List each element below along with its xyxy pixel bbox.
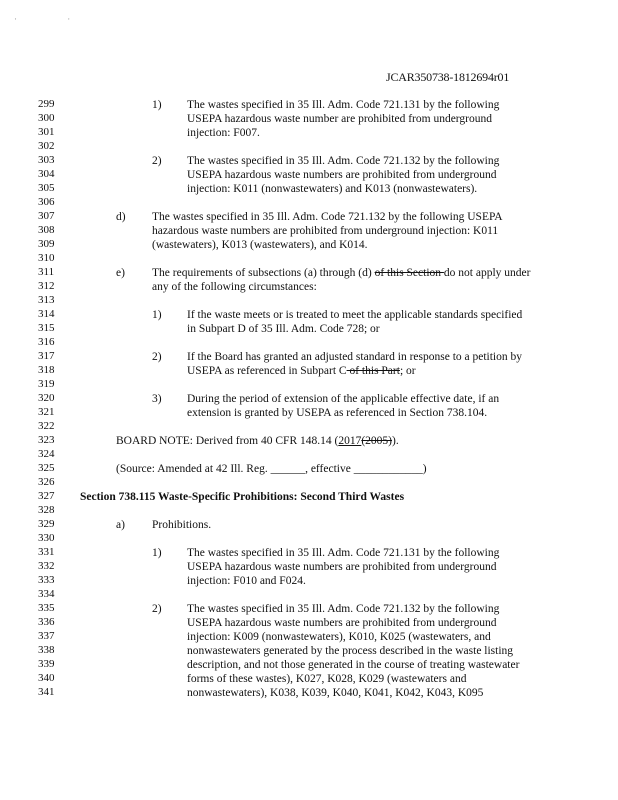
line-number: 324 xyxy=(38,448,55,460)
text-run: ). xyxy=(392,435,399,447)
line-number: 328 xyxy=(38,504,55,516)
text-line: During the period of extension of the applicable effective date, if an xyxy=(187,393,500,405)
deleted-text: of this Part xyxy=(346,365,400,377)
text-line: The wastes specified in 35 Ill. Adm. Code 721.132 by the following USEPA xyxy=(152,211,503,223)
text-line: extension is granted by USEPA as referenced in Section 738.104. xyxy=(187,407,488,419)
line-number: 325 xyxy=(38,462,55,474)
item-label: 1) xyxy=(152,547,162,559)
inserted-text: 2017 xyxy=(338,435,362,447)
board-note xyxy=(116,434,399,448)
line-number: 340 xyxy=(38,672,55,684)
text-line: The wastes specified in 35 Ill. Adm. Code 721.131 by the following xyxy=(187,547,500,559)
line-number: 332 xyxy=(38,560,55,572)
line-number: 302 xyxy=(38,140,55,152)
line-number: 303 xyxy=(38,154,55,166)
line-number: 327 xyxy=(38,490,55,502)
deleted-text: (2005) xyxy=(361,435,392,447)
line-number: 321 xyxy=(38,406,55,418)
text-line: If the Board has granted an adjusted standard in response to a petition by xyxy=(187,351,523,363)
line-number: 316 xyxy=(38,336,55,348)
line-number: 310 xyxy=(38,252,55,264)
line-number: 330 xyxy=(38,532,55,544)
text-line: The wastes specified in 35 Ill. Adm. Code 721.131 by the following xyxy=(187,99,500,111)
line-number: 301 xyxy=(38,126,55,138)
text-run: do not apply under xyxy=(443,267,531,279)
line-number: 300 xyxy=(38,112,55,124)
line-number: 309 xyxy=(38,238,55,250)
line-number: 331 xyxy=(38,546,55,558)
line-number: 323 xyxy=(38,434,55,446)
text-line: in Subpart D of 35 Ill. Adm. Code 728; or xyxy=(187,323,380,335)
text-line: nonwastewaters generated by the process described in the waste listing xyxy=(187,645,514,657)
text-line: description, and not those generated in the course of treating wastewater xyxy=(187,659,520,671)
text-line: injection: F007. xyxy=(187,127,260,139)
line-number: 304 xyxy=(38,168,55,180)
text-line: USEPA hazardous waste numbers are prohibited from underground xyxy=(187,169,497,181)
line-number: 299 xyxy=(38,98,55,110)
document-id: JCAR350738-1812694r01 xyxy=(386,70,510,84)
line-number: 305 xyxy=(38,182,55,194)
text-line: USEPA hazardous waste number are prohibited from underground xyxy=(187,113,493,125)
line-number: 326 xyxy=(38,476,55,488)
line-number: 306 xyxy=(38,196,55,208)
item-label: 1) xyxy=(152,99,162,111)
line-number: 320 xyxy=(38,392,55,404)
item-label: e) xyxy=(116,267,125,279)
text-line: The wastes specified in 35 Ill. Adm. Code 721.132 by the following xyxy=(187,603,500,615)
line-number: 319 xyxy=(38,378,55,390)
text-line: any of the following circumstances: xyxy=(152,281,317,293)
line-number: 315 xyxy=(38,322,55,334)
line-number: 314 xyxy=(38,308,55,320)
text-line: injection: F010 and F024. xyxy=(187,575,306,587)
text-line: The wastes specified in 35 Ill. Adm. Code 721.132 by the following xyxy=(187,155,500,167)
text-line: hazardous waste numbers are prohibited from underground injection: K011 xyxy=(152,225,499,237)
text-line: injection: K009 (nonwastewaters), K010, K025 (wastewaters, and xyxy=(187,631,491,643)
text-line: injection: K011 (nonwastewaters) and K013 (nonwastewaters). xyxy=(187,183,478,195)
item-label: 2) xyxy=(152,155,162,167)
text-line: nonwastewaters), K038, K039, K040, K041, K042, K043, K095 xyxy=(187,687,484,699)
text-run: BOARD NOTE: Derived from 40 CFR 148.14 ( xyxy=(116,435,339,447)
item-label: 1) xyxy=(152,309,162,321)
text-line xyxy=(187,364,416,378)
text-line: USEPA hazardous waste numbers are prohibited from underground xyxy=(187,617,497,629)
item-label: 2) xyxy=(152,603,162,615)
line-number: 307 xyxy=(38,210,55,222)
text-run: USEPA as referenced in Subpart C xyxy=(187,365,347,377)
deleted-text: of this Section xyxy=(374,267,444,279)
text-line: forms of these wastes), K027, K028, K029 (wastewaters and xyxy=(187,673,467,685)
item-label: 2) xyxy=(152,351,162,363)
line-number: 337 xyxy=(38,630,55,642)
line-number: 311 xyxy=(38,266,55,278)
scan-marks: · · xyxy=(14,14,95,24)
line-number: 338 xyxy=(38,644,55,656)
line-number: 329 xyxy=(38,518,55,530)
line-number: 322 xyxy=(38,420,55,432)
line-number: 312 xyxy=(38,280,55,292)
text-line: (wastewaters), K013 (wastewaters), and K014. xyxy=(152,239,368,251)
line-number: 313 xyxy=(38,294,55,306)
line-number: 318 xyxy=(38,364,55,376)
text-line: Prohibitions. xyxy=(152,519,212,531)
item-label: a) xyxy=(116,519,125,531)
source-note: (Source: Amended at 42 Ill. Reg. ______, effective ____________) xyxy=(116,463,427,475)
line-number: 308 xyxy=(38,224,55,236)
item-label: d) xyxy=(116,211,126,223)
line-number: 335 xyxy=(38,602,55,614)
line-number: 317 xyxy=(38,350,55,362)
section-heading: Section 738.115 Waste-Specific Prohibitions: Second Third Wastes xyxy=(80,491,405,503)
line-number: 336 xyxy=(38,616,55,628)
text-run: The requirements of subsections (a) through (d) xyxy=(152,267,375,279)
line-number: 341 xyxy=(38,686,55,698)
item-label: 3) xyxy=(152,393,162,405)
text-line: If the waste meets or is treated to meet the applicable standards specified xyxy=(187,309,523,321)
line-number: 333 xyxy=(38,574,55,586)
line-number: 339 xyxy=(38,658,55,670)
text-line xyxy=(152,266,530,280)
line-number: 334 xyxy=(38,588,55,600)
text-line: USEPA hazardous waste numbers are prohibited from underground xyxy=(187,561,497,573)
text-run: ; or xyxy=(399,365,416,377)
